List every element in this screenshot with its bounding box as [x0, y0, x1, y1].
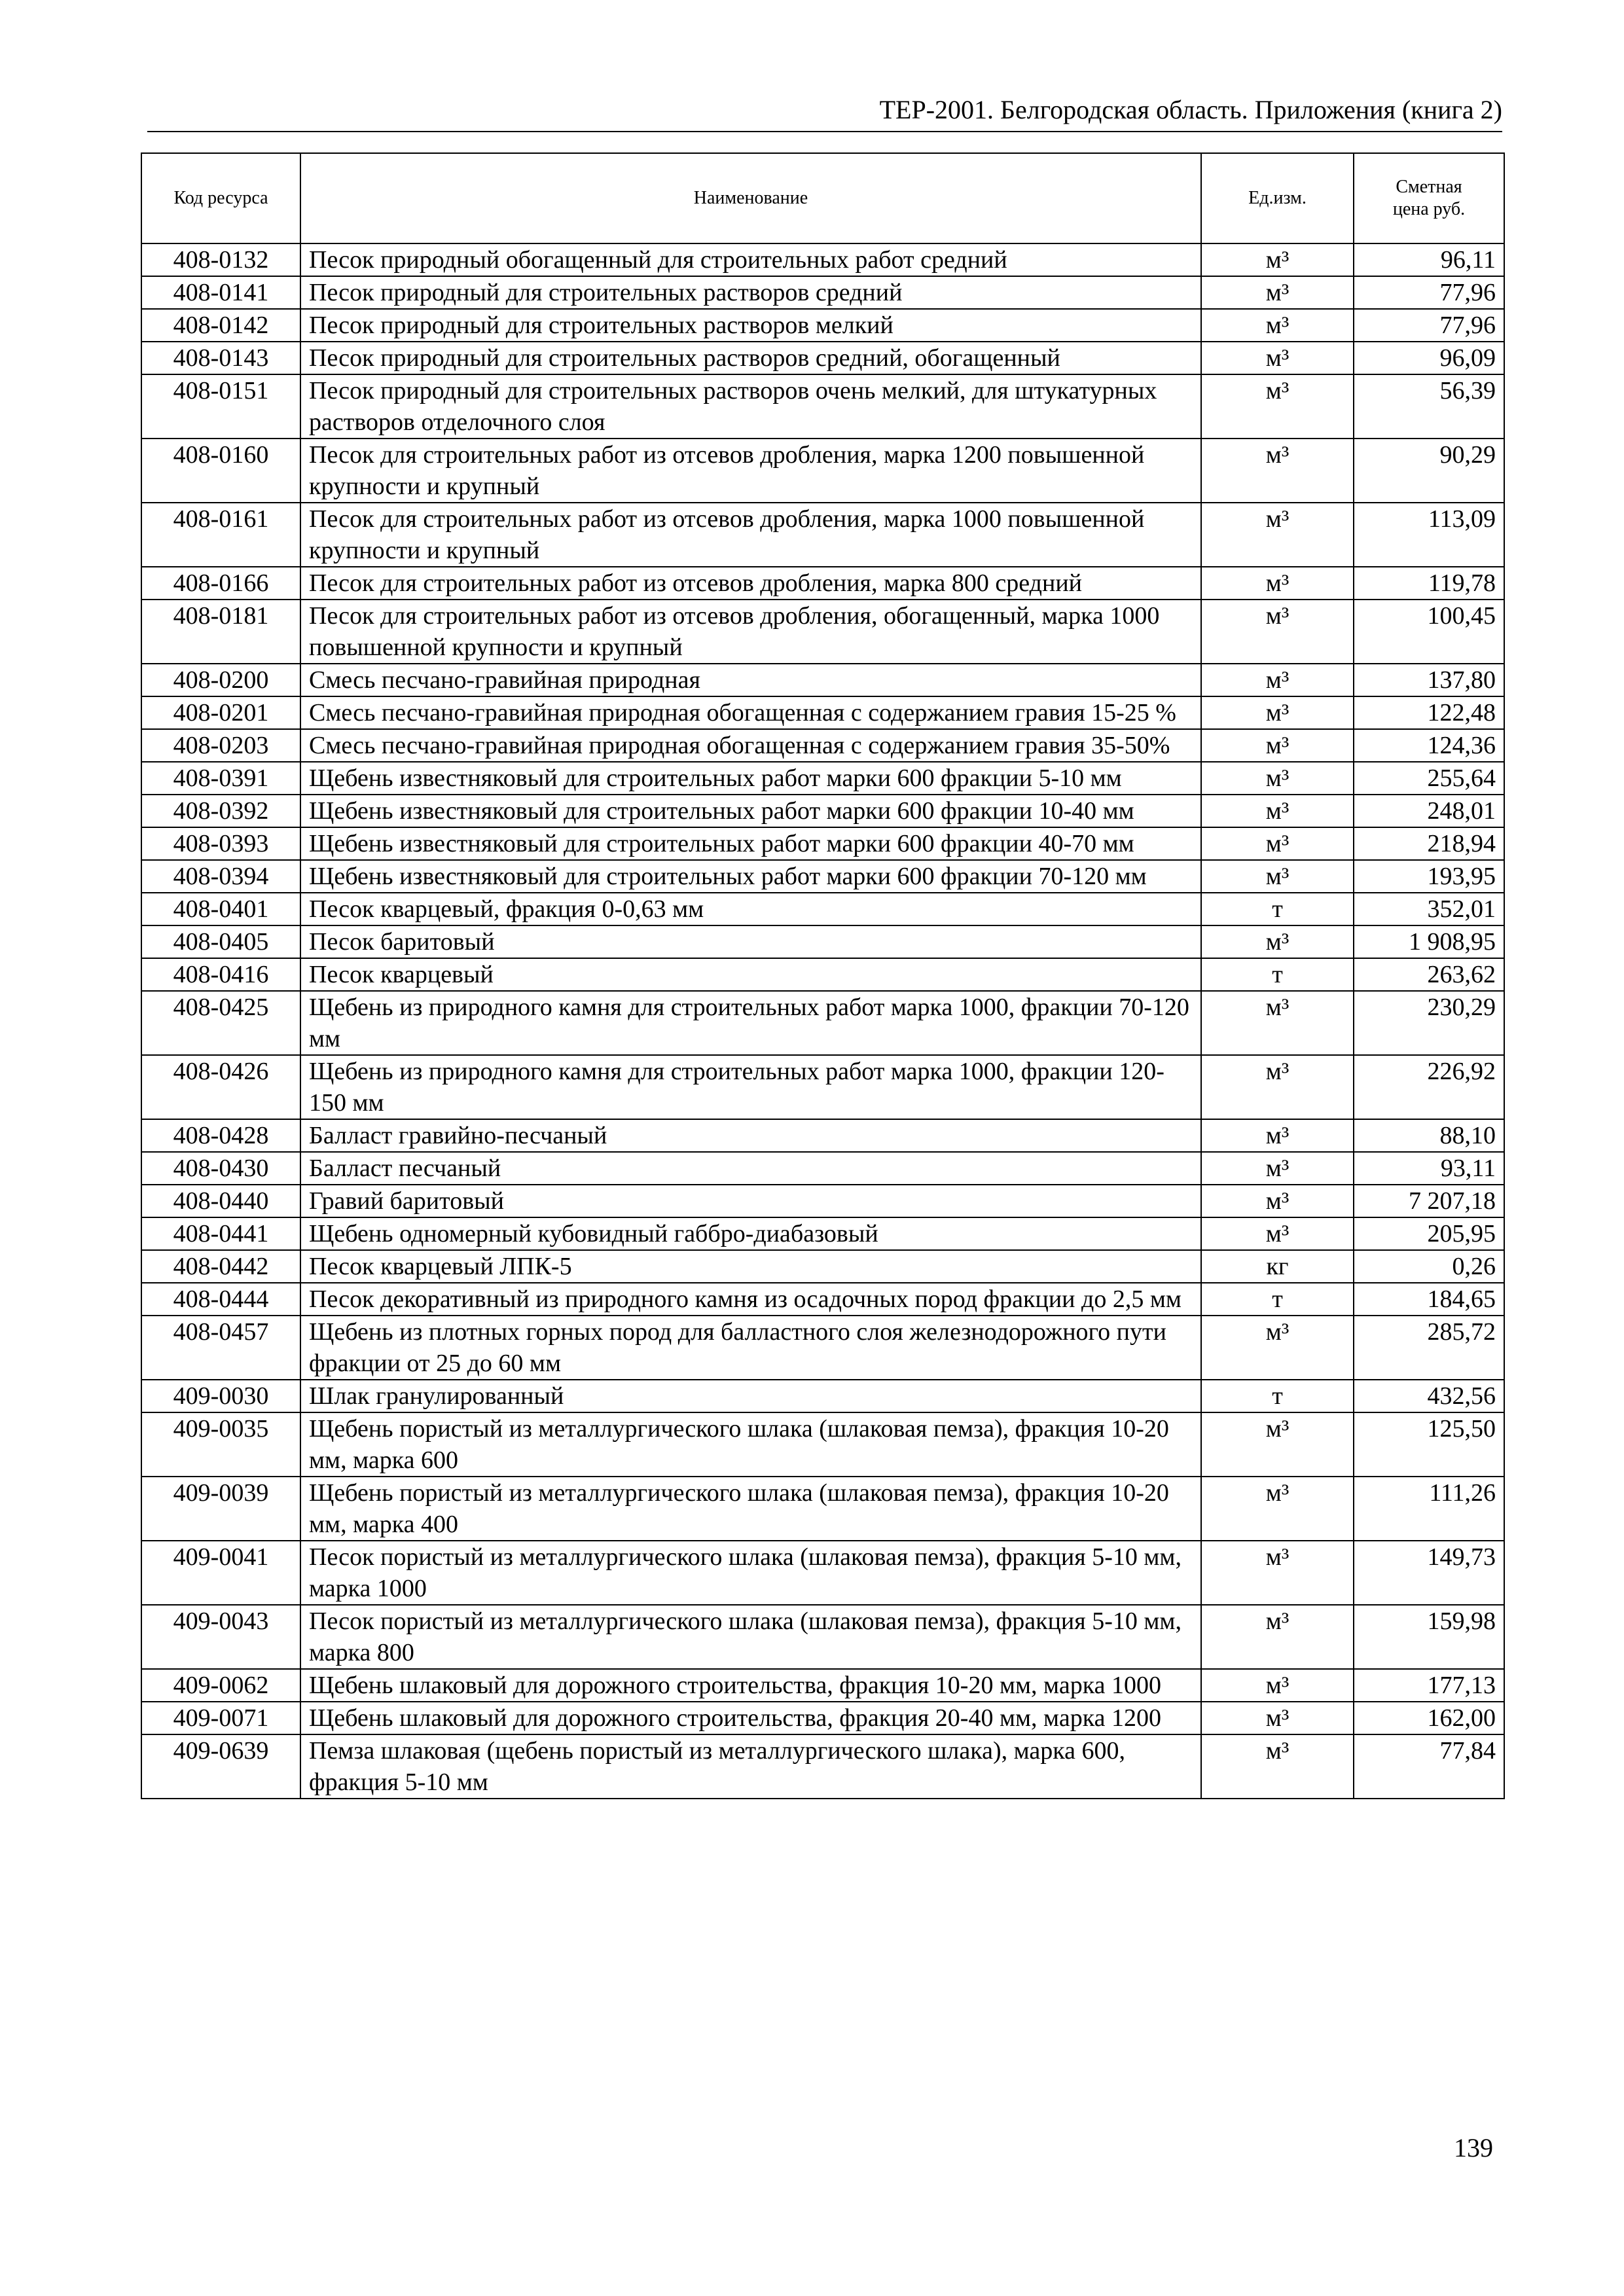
- cell-name: Смесь песчано-гравийная природная: [300, 664, 1201, 696]
- cell-code: 408-0200: [141, 664, 300, 696]
- cell-price: 205,95: [1354, 1217, 1504, 1250]
- cell-name: Смесь песчано-гравийная природная обогащенная с содержанием гравия 35-50%: [300, 729, 1201, 762]
- cell-code: 408-0391: [141, 762, 300, 795]
- cell-price: 77,84: [1354, 1734, 1504, 1799]
- table-row: [141, 1541, 1504, 1605]
- cell-code: 408-0430: [141, 1152, 300, 1185]
- cell-price: 119,78: [1354, 567, 1504, 600]
- cell-price: 218,94: [1354, 827, 1504, 860]
- cell-unit: т: [1201, 958, 1354, 991]
- cell-unit: м³: [1201, 374, 1354, 439]
- cell-unit: т: [1201, 1283, 1354, 1316]
- cell-price: 193,95: [1354, 860, 1504, 893]
- cell-price: 230,29: [1354, 991, 1504, 1055]
- cell-name: Песок природный для строительных растворов средний: [300, 276, 1201, 309]
- cell-name: Щебень пористый из металлургического шлака (шлаковая пемза), фракция 10-20 мм, марка 400: [300, 1477, 1201, 1541]
- cell-price: 137,80: [1354, 664, 1504, 696]
- cell-unit: м³: [1201, 729, 1354, 762]
- cell-unit: м³: [1201, 1152, 1354, 1185]
- cell-code: 408-0440: [141, 1185, 300, 1217]
- page-number: 139: [1454, 2133, 1493, 2162]
- cell-name: Песок природный для строительных растворов очень мелкий, для штукатурных растворов отделочного слоя: [300, 374, 1201, 439]
- cell-unit: м³: [1201, 1185, 1354, 1217]
- table-row: [141, 827, 1504, 860]
- table-header-row: [141, 153, 1504, 243]
- cell-code: 409-0041: [141, 1541, 300, 1605]
- cell-unit: м³: [1201, 1055, 1354, 1119]
- cell-name: Щебень из плотных горных пород для балластного слоя железнодорожного пути фракции от 25 до 60 мм: [300, 1316, 1201, 1380]
- cell-price: 285,72: [1354, 1316, 1504, 1380]
- table-row: [141, 276, 1504, 309]
- cell-code: 408-0441: [141, 1217, 300, 1250]
- table-row: [141, 243, 1504, 276]
- cell-name: Балласт песчаный: [300, 1152, 1201, 1185]
- cell-price: 149,73: [1354, 1541, 1504, 1605]
- table-row: [141, 342, 1504, 374]
- cell-code: 408-0203: [141, 729, 300, 762]
- cell-price: 77,96: [1354, 309, 1504, 342]
- cell-unit: т: [1201, 893, 1354, 925]
- cell-code: 408-0457: [141, 1316, 300, 1380]
- cell-price: 162,00: [1354, 1702, 1504, 1734]
- table-row: [141, 309, 1504, 342]
- cell-code: 408-0151: [141, 374, 300, 439]
- cell-price: 96,11: [1354, 243, 1504, 276]
- cell-name: Песок для строительных работ из отсевов дробления, марка 1200 повышенной крупности и крупный: [300, 439, 1201, 503]
- cell-price: 0,26: [1354, 1250, 1504, 1283]
- cell-code: 408-0161: [141, 503, 300, 567]
- cell-name: Песок баритовый: [300, 925, 1201, 958]
- cell-name: Щебень из природного камня для строительных работ марка 1000, фракции 70-120 мм: [300, 991, 1201, 1055]
- cell-price: 88,10: [1354, 1119, 1504, 1152]
- cell-name: Песок пористый из металлургического шлака (шлаковая пемза), фракция 5-10 мм, марка 1000: [300, 1541, 1201, 1605]
- cell-price: 124,36: [1354, 729, 1504, 762]
- cell-name: Щебень шлаковый для дорожного строительства, фракция 20-40 мм, марка 1200: [300, 1702, 1201, 1734]
- table-row: [141, 1605, 1504, 1669]
- cell-name: Песок декоративный из природного камня из осадочных пород фракции до 2,5 мм: [300, 1283, 1201, 1316]
- column-header-unit: Ед.изм.: [1201, 153, 1354, 243]
- cell-code: 408-0392: [141, 795, 300, 827]
- table-row: [141, 1185, 1504, 1217]
- table-row: [141, 664, 1504, 696]
- cell-unit: м³: [1201, 1217, 1354, 1250]
- cell-unit: м³: [1201, 439, 1354, 503]
- cell-price: 111,26: [1354, 1477, 1504, 1541]
- table-row: [141, 893, 1504, 925]
- cell-name: Песок природный обогащенный для строительных работ средний: [300, 243, 1201, 276]
- cell-unit: м³: [1201, 243, 1354, 276]
- table-row: [141, 1669, 1504, 1702]
- table-row: [141, 1119, 1504, 1152]
- table-row: [141, 1380, 1504, 1412]
- cell-price: 352,01: [1354, 893, 1504, 925]
- cell-name: Щебень известняковый для строительных работ марки 600 фракции 70-120 мм: [300, 860, 1201, 893]
- cell-unit: т: [1201, 1380, 1354, 1412]
- table-row: [141, 696, 1504, 729]
- cell-unit: м³: [1201, 276, 1354, 309]
- cell-code: 409-0043: [141, 1605, 300, 1669]
- cell-unit: м³: [1201, 762, 1354, 795]
- cell-name: Щебень пористый из металлургического шлака (шлаковая пемза), фракция 10-20 мм, марка 600: [300, 1412, 1201, 1477]
- table-row: [141, 1217, 1504, 1250]
- cell-unit: м³: [1201, 795, 1354, 827]
- cell-code: 409-0062: [141, 1669, 300, 1702]
- cell-name: Пемза шлаковая (щебень пористый из металлургического шлака), марка 600, фракция 5-10 мм: [300, 1734, 1201, 1799]
- cell-name: Щебень шлаковый для дорожного строительства, фракция 10-20 мм, марка 1000: [300, 1669, 1201, 1702]
- cell-price: 184,65: [1354, 1283, 1504, 1316]
- cell-name: Песок природный для строительных растворов средний, обогащенный: [300, 342, 1201, 374]
- cell-unit: м³: [1201, 1316, 1354, 1380]
- cell-price: 1 908,95: [1354, 925, 1504, 958]
- table-row: [141, 503, 1504, 567]
- table-row: [141, 374, 1504, 439]
- cell-code: 408-0201: [141, 696, 300, 729]
- cell-unit: м³: [1201, 827, 1354, 860]
- table-row: [141, 439, 1504, 503]
- column-header-price: Сметная цена руб.: [1354, 153, 1504, 243]
- cell-name: Шлак гранулированный: [300, 1380, 1201, 1412]
- cell-unit: м³: [1201, 567, 1354, 600]
- cell-code: 408-0181: [141, 600, 300, 664]
- table-row: [141, 1734, 1504, 1799]
- table-row: [141, 1250, 1504, 1283]
- cell-unit: м³: [1201, 1412, 1354, 1477]
- cell-code: 408-0416: [141, 958, 300, 991]
- cell-unit: кг: [1201, 1250, 1354, 1283]
- cell-unit: м³: [1201, 860, 1354, 893]
- cell-name: Щебень известняковый для строительных работ марки 600 фракции 40-70 мм: [300, 827, 1201, 860]
- cell-unit: м³: [1201, 1477, 1354, 1541]
- column-header-name: Наименование: [300, 153, 1201, 243]
- cell-code: 408-0141: [141, 276, 300, 309]
- cell-code: 408-0393: [141, 827, 300, 860]
- cell-name: Щебень из природного камня для строительных работ марка 1000, фракции 120-150 мм: [300, 1055, 1201, 1119]
- cell-price: 77,96: [1354, 276, 1504, 309]
- table-row: [141, 991, 1504, 1055]
- cell-name: Песок пористый из металлургического шлака (шлаковая пемза), фракция 5-10 мм, марка 800: [300, 1605, 1201, 1669]
- table-row: [141, 1283, 1504, 1316]
- table-row: [141, 567, 1504, 600]
- cell-name: Песок природный для строительных растворов мелкий: [300, 309, 1201, 342]
- cell-code: 408-0143: [141, 342, 300, 374]
- cell-price: 255,64: [1354, 762, 1504, 795]
- cell-price: 226,92: [1354, 1055, 1504, 1119]
- price-table: [141, 152, 1505, 1799]
- cell-code: 408-0442: [141, 1250, 300, 1283]
- page-header: [147, 92, 1502, 132]
- cell-name: Балласт гравийно-песчаный: [300, 1119, 1201, 1152]
- table-row: [141, 729, 1504, 762]
- cell-code: 408-0132: [141, 243, 300, 276]
- cell-unit: м³: [1201, 1119, 1354, 1152]
- cell-name: Гравий баритовый: [300, 1185, 1201, 1217]
- cell-code: 408-0425: [141, 991, 300, 1055]
- cell-unit: м³: [1201, 925, 1354, 958]
- cell-name: Щебень известняковый для строительных работ марки 600 фракции 5-10 мм: [300, 762, 1201, 795]
- cell-name: Смесь песчано-гравийная природная обогащенная с содержанием гравия 15-25 %: [300, 696, 1201, 729]
- cell-price: 248,01: [1354, 795, 1504, 827]
- cell-code: 408-0394: [141, 860, 300, 893]
- cell-unit: м³: [1201, 991, 1354, 1055]
- cell-code: 408-0428: [141, 1119, 300, 1152]
- cell-price: 96,09: [1354, 342, 1504, 374]
- cell-code: 409-0071: [141, 1702, 300, 1734]
- cell-code: 408-0142: [141, 309, 300, 342]
- cell-unit: м³: [1201, 600, 1354, 664]
- table-row: [141, 925, 1504, 958]
- cell-name: Песок для строительных работ из отсевов дробления, обогащенный, марка 1000 повышенной крупности и крупный: [300, 600, 1201, 664]
- cell-unit: м³: [1201, 696, 1354, 729]
- cell-code: 408-0160: [141, 439, 300, 503]
- cell-name: Песок для строительных работ из отсевов дробления, марка 1000 повышенной крупности и крупный: [300, 503, 1201, 567]
- cell-price: 93,11: [1354, 1152, 1504, 1185]
- cell-code: 409-0639: [141, 1734, 300, 1799]
- cell-name: Песок для строительных работ из отсевов дробления, марка 800 средний: [300, 567, 1201, 600]
- table-body: [141, 243, 1504, 1799]
- cell-unit: м³: [1201, 1541, 1354, 1605]
- cell-price: 263,62: [1354, 958, 1504, 991]
- document-title: ТЕР-2001. Белгородская область. Приложения (книга 2): [879, 95, 1502, 124]
- column-header-code: Код ресурса: [141, 153, 300, 243]
- cell-unit: м³: [1201, 1734, 1354, 1799]
- cell-code: 408-0426: [141, 1055, 300, 1119]
- cell-price: 7 207,18: [1354, 1185, 1504, 1217]
- table-row: [141, 1316, 1504, 1380]
- cell-code: 408-0444: [141, 1283, 300, 1316]
- table-row: [141, 1152, 1504, 1185]
- cell-code: 408-0166: [141, 567, 300, 600]
- cell-price: 56,39: [1354, 374, 1504, 439]
- table-row: [141, 600, 1504, 664]
- cell-unit: м³: [1201, 1702, 1354, 1734]
- cell-price: 177,13: [1354, 1669, 1504, 1702]
- cell-unit: м³: [1201, 342, 1354, 374]
- cell-code: 409-0039: [141, 1477, 300, 1541]
- cell-name: Песок кварцевый: [300, 958, 1201, 991]
- cell-price: 113,09: [1354, 503, 1504, 567]
- cell-price: 100,45: [1354, 600, 1504, 664]
- cell-price: 159,98: [1354, 1605, 1504, 1669]
- cell-name: Щебень одномерный кубовидный габбро-диабазовый: [300, 1217, 1201, 1250]
- table-row: [141, 1702, 1504, 1734]
- cell-unit: м³: [1201, 1669, 1354, 1702]
- table-row: [141, 1412, 1504, 1477]
- cell-unit: м³: [1201, 664, 1354, 696]
- cell-price: 432,56: [1354, 1380, 1504, 1412]
- cell-name: Щебень известняковый для строительных работ марки 600 фракции 10-40 мм: [300, 795, 1201, 827]
- table-row: [141, 860, 1504, 893]
- cell-unit: м³: [1201, 309, 1354, 342]
- cell-price: 125,50: [1354, 1412, 1504, 1477]
- table-row: [141, 795, 1504, 827]
- cell-code: 408-0405: [141, 925, 300, 958]
- table-row: [141, 1055, 1504, 1119]
- cell-code: 409-0035: [141, 1412, 300, 1477]
- table-row: [141, 1477, 1504, 1541]
- table-row: [141, 762, 1504, 795]
- cell-name: Песок кварцевый, фракция 0-0,63 мм: [300, 893, 1201, 925]
- cell-price: 90,29: [1354, 439, 1504, 503]
- cell-unit: м³: [1201, 503, 1354, 567]
- cell-code: 409-0030: [141, 1380, 300, 1412]
- table-row: [141, 958, 1504, 991]
- cell-unit: м³: [1201, 1605, 1354, 1669]
- cell-price: 122,48: [1354, 696, 1504, 729]
- cell-name: Песок кварцевый ЛПК-5: [300, 1250, 1201, 1283]
- cell-code: 408-0401: [141, 893, 300, 925]
